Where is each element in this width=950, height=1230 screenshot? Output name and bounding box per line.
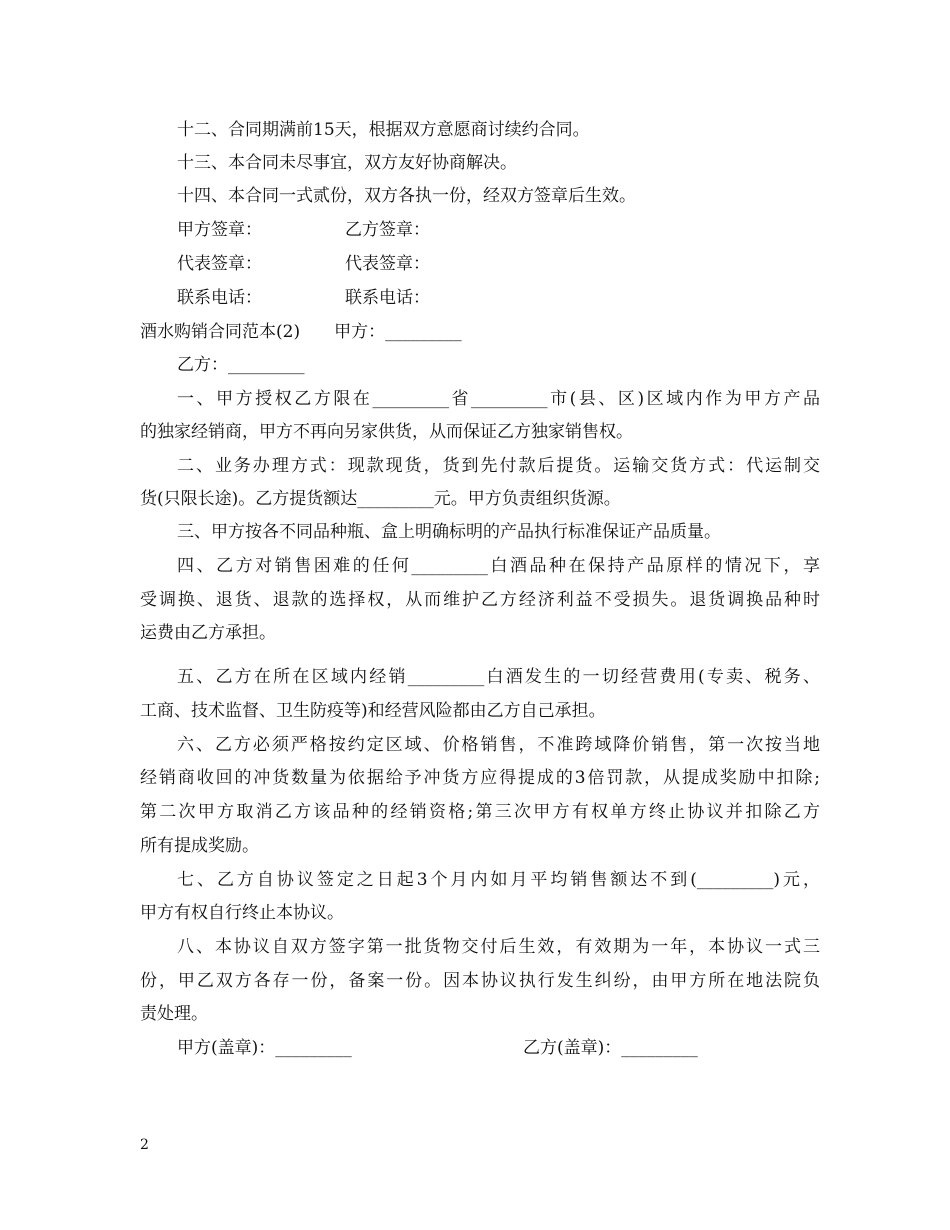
page-number: 2 <box>140 1137 149 1153</box>
clause-1-line-1: 一、甲方授权乙方限在_________省_________市(县、区)区域内作为甲方产品 <box>177 389 820 409</box>
clause-6-line-2: 经销商收回的冲货数量为依据给予冲货方应得提成的3倍罚款，从提成奖励中扣除; <box>140 768 820 788</box>
clause-6-line-1: 六、乙方必须严格按约定区域、价格销售，不准跨域降价销售，第一次按当地 <box>177 735 820 755</box>
clause-14: 十四、本合同一式贰份，双方各执一份，经双方签章后生效。 <box>177 186 636 206</box>
clause-1-line-2: 的独家经销商，甲方不再向另家供货，从而保证乙方独家销售权。 <box>140 422 633 442</box>
clause-12: 十二、合同期满前15天，根据双方意愿商讨续约合同。 <box>177 120 590 140</box>
party-a-phone-label: 联系电话： <box>177 288 262 308</box>
sign-row-phone <box>177 287 430 309</box>
clause-13: 十三、本合同未尽事宜，双方友好协商解决。 <box>177 153 517 173</box>
clause-5-line-2: 工商、技术监督、卫生防疫等)和经营风险都由乙方自己承担。 <box>140 701 606 721</box>
clause-2-line-1: 二、业务办理方式：现款现货，货到先付款后提货。运输交货方式：代运制交 <box>177 456 820 476</box>
clause-4-line-1: 四、乙方对销售困难的任何_________白酒品种在保持产品原样的情况下，享 <box>177 556 820 576</box>
clause-8-line-3: 责处理。 <box>140 1004 208 1024</box>
party-b-stamp-label: 乙方(盖章)：_________ <box>523 1038 698 1058</box>
party-a-seal-label: 甲方签章： <box>177 220 262 240</box>
clause-7-line-1: 七、乙方自协议签定之日起3个月内如月平均销售额达不到(_________)元， <box>177 870 820 890</box>
clause-7-line-2: 甲方有权自行终止本协议。 <box>140 903 344 923</box>
party-b-seal-label: 乙方签章： <box>345 220 430 240</box>
clause-6-line-4: 所有提成奖励。 <box>140 836 259 856</box>
clause-5-line-1: 五、乙方在所在区域内经销_________白酒发生的一切经营费用(专卖、税务、 <box>177 667 820 687</box>
final-signature-row <box>177 1037 698 1059</box>
party-a-rep-label: 代表签章： <box>177 254 262 274</box>
clause-6-line-3: 第二次甲方取消乙方该品种的经销资格;第三次甲方有权单方终止协议并扣除乙方 <box>140 802 820 822</box>
party-b-line: 乙方：_________ <box>177 355 305 375</box>
party-b-rep-label: 代表签章： <box>345 254 430 274</box>
clause-3: 三、甲方按各不同品种瓶、盒上明确标明的产品执行标准保证产品质量。 <box>177 522 721 542</box>
party-b-phone-label: 联系电话： <box>345 288 430 308</box>
party-a-stamp-label: 甲方(盖章)：_________ <box>177 1038 352 1058</box>
clause-4-line-2: 受调换、退货、退款的选择权，从而维护乙方经济利益不受损失。退货调换品种时 <box>140 590 820 610</box>
clause-4-line-3: 运费由乙方承担。 <box>140 623 276 643</box>
sign-row-representative <box>177 253 430 275</box>
clause-8-line-1: 八、本协议自双方签字第一批货物交付后生效，有效期为一年，本协议一式三 <box>177 937 820 957</box>
sign-row-seal <box>177 219 430 241</box>
clause-2-line-2: 货(只限长途)。乙方提货额达_________元。甲方负责组织货源。 <box>140 489 621 509</box>
clause-8-line-2: 份，甲乙双方各存一份，备案一份。因本协议执行发生纠纷，由甲方所在地法院负 <box>140 971 820 991</box>
contract-title-line: 酒水购销合同范本(2) 甲方：_________ <box>140 322 462 342</box>
